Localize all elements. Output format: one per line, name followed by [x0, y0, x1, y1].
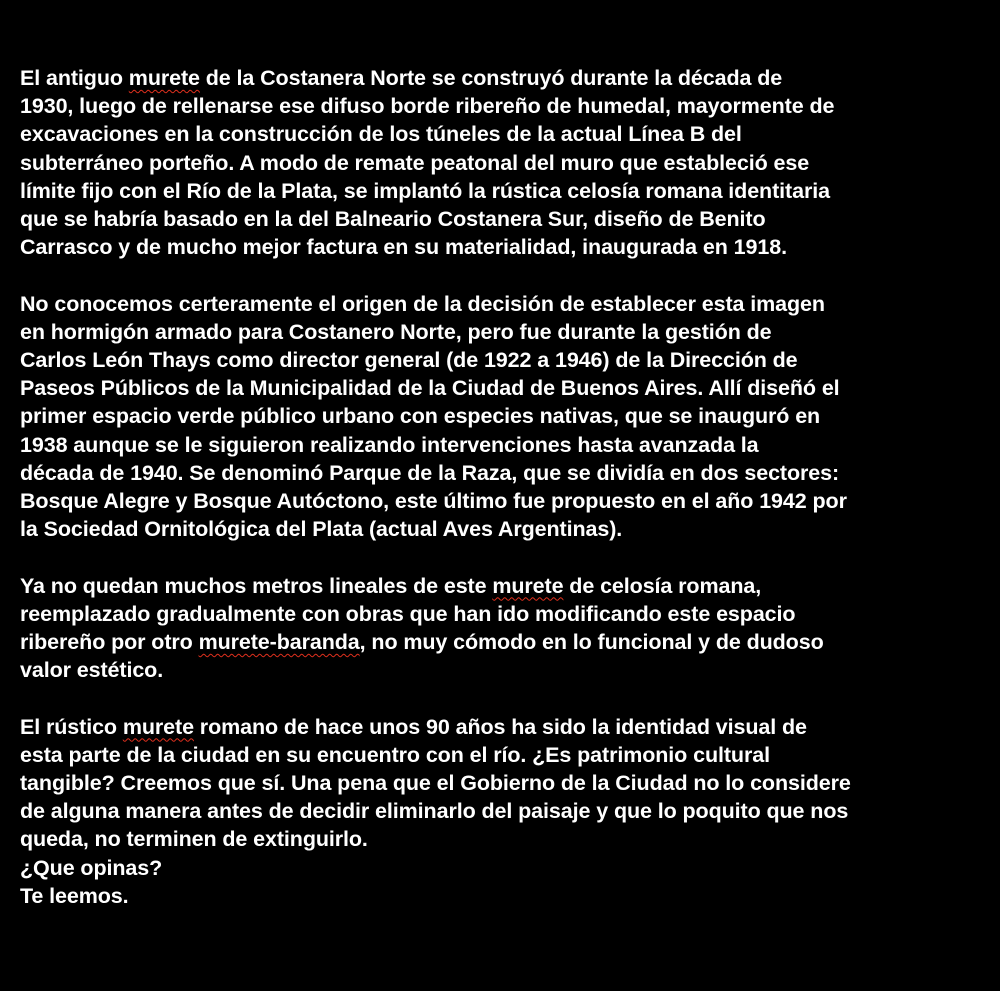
text-line	[20, 459, 988, 487]
paragraph-heritage	[20, 713, 988, 910]
text-segment: El antiguo	[20, 66, 129, 90]
text-line	[20, 431, 988, 459]
document-body	[20, 64, 988, 910]
text-segment: Carrasco y de mucho mejor factura en su materialidad, inaugurada en 1918.	[20, 235, 787, 260]
text-segment: Ya no quedan muchos metros lineales de este	[20, 573, 493, 598]
text-segment: de la Costanera Norte se construyó durante la década de	[199, 66, 783, 90]
text-line	[20, 572, 988, 600]
spellcheck-flagged-word: murete-baranda	[198, 630, 360, 655]
text-segment: 1930, luego de rellenarse ese difuso borde ribereño de humedal, mayormente de	[20, 94, 835, 119]
spellcheck-flagged-word: murete	[128, 66, 200, 90]
text-segment: subterráneo porteño. A modo de remate peatonal del muro que estableció ese	[20, 150, 810, 175]
text-segment: ribereño por otro	[20, 630, 199, 655]
text-segment: Paseos Públicos de la Municipalidad de la Ciudad de Buenos Aires. Allí diseñó el	[20, 376, 840, 401]
text-segment: que se habría basado en la del Balneario Costanera Sur, diseño de Benito	[20, 207, 766, 232]
text-segment: Carlos León Thays como director general (de 1922 a 1946) de la Dirección de	[20, 348, 798, 373]
text-line	[20, 825, 988, 853]
spellcheck-flagged-word: murete	[492, 573, 564, 598]
text-segment: de alguna manera antes de decidir eliminarlo del paisaje y que lo poquito que nos	[20, 799, 849, 824]
text-line	[20, 487, 988, 515]
text-line	[20, 318, 988, 346]
text-line	[20, 656, 988, 684]
text-segment: 1938 aunque se le siguieron realizando intervenciones hasta avanzada la	[20, 432, 759, 457]
text-line	[20, 290, 988, 318]
paragraph-replacement	[20, 572, 988, 685]
text-segment: la Sociedad Ornitológica del Plata (actual Aves Argentinas).	[20, 517, 623, 542]
text-line	[20, 374, 988, 402]
text-line	[20, 346, 988, 374]
paragraph-history	[20, 64, 988, 261]
text-line	[20, 741, 988, 769]
text-line	[20, 882, 988, 910]
text-segment: valor estético.	[20, 658, 164, 683]
text-segment: primer espacio verde público urbano con especies nativas, que se inauguró en	[20, 404, 821, 429]
text-segment: en hormigón armado para Costanero Norte, pero fue durante la gestión de	[20, 319, 772, 344]
text-line	[20, 64, 988, 92]
text-segment: El rústico	[20, 714, 123, 739]
text-line	[20, 713, 988, 741]
text-segment: esta parte de la ciudad en su encuentro con el río. ¿Es patrimonio cultural	[20, 742, 770, 767]
text-segment: No conocemos certeramente el origen de la decisión de establecer esta imagen	[20, 291, 825, 316]
text-line	[20, 233, 988, 261]
text-segment: reemplazado gradualmente con obras que han ido modificando este espacio	[20, 601, 796, 626]
text-segment: queda, no terminen de extinguirlo.	[20, 827, 368, 852]
text-segment: romano de hace unos 90 años ha sido la identidad visual de	[193, 714, 807, 739]
text-line	[20, 854, 988, 882]
text-line	[20, 120, 988, 148]
text-segment: excavaciones en la construcción de los túneles de la actual Línea B del	[20, 122, 742, 147]
text-line	[20, 177, 988, 205]
text-line	[20, 797, 988, 825]
text-segment: Bosque Alegre y Bosque Autóctono, este último fue propuesto en el año 1942 por	[20, 489, 847, 514]
text-line	[20, 205, 988, 233]
text-segment: de celosía romana,	[563, 573, 762, 598]
text-line	[20, 769, 988, 797]
text-line	[20, 92, 988, 120]
text-segment: , no muy cómodo en lo funcional y de dudoso	[359, 630, 824, 655]
paragraph-origin	[20, 290, 988, 544]
text-line	[20, 628, 988, 656]
spellcheck-flagged-word: murete	[122, 714, 194, 739]
text-line	[20, 515, 988, 543]
text-line	[20, 402, 988, 430]
text-segment: ¿Que opinas?	[20, 855, 163, 880]
text-line	[20, 149, 988, 177]
text-segment: década de 1940. Se denominó Parque de la Raza, que se dividía en dos sectores:	[20, 460, 840, 485]
text-segment: límite fijo con el Río de la Plata, se implantó la rústica celosía romana identitaria	[20, 178, 830, 203]
text-segment: Te leemos.	[20, 883, 129, 908]
text-line	[20, 600, 988, 628]
text-segment: tangible? Creemos que sí. Una pena que el Gobierno de la Ciudad no lo considere	[20, 771, 851, 796]
